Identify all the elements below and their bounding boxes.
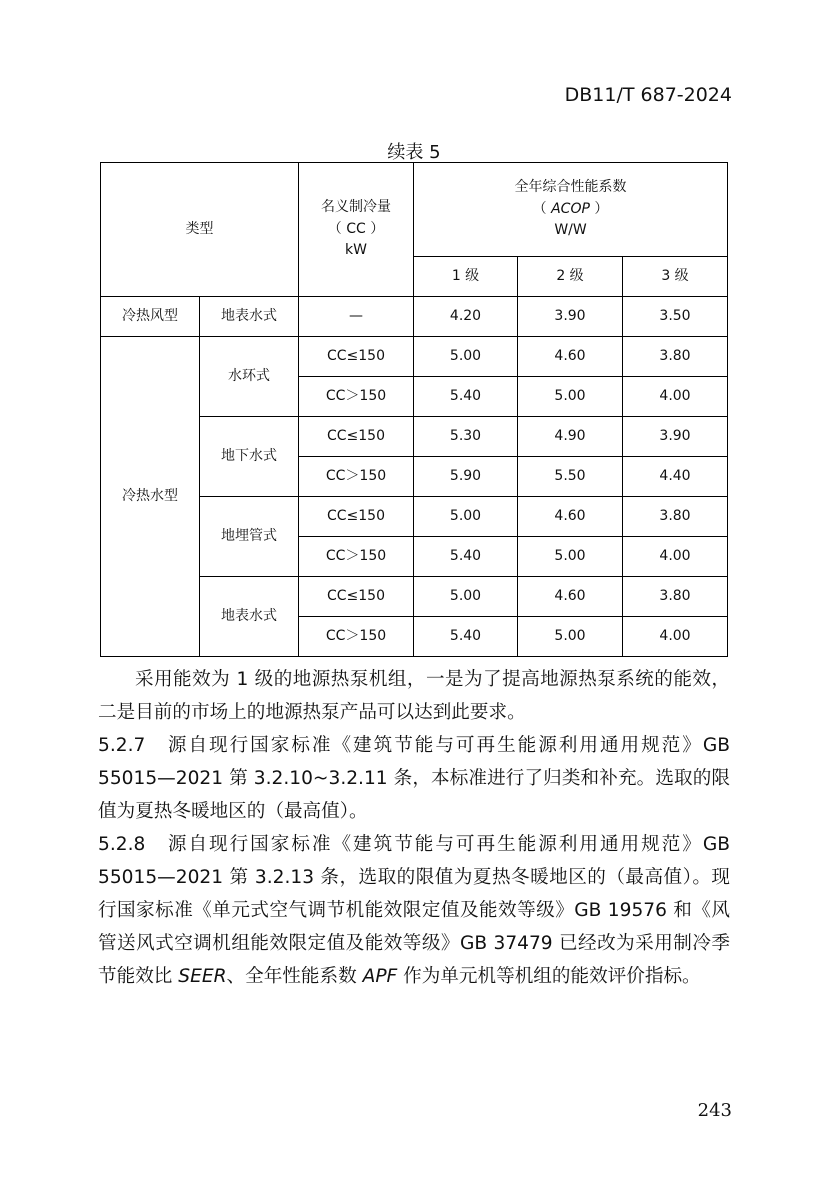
- table-row: CC＞150 5.90 5.50 4.40: [101, 457, 728, 497]
- header-capacity: 名义制冷量 （ CC ） kW: [299, 163, 414, 297]
- header-grade-2: 2 级: [518, 257, 623, 297]
- paragraph-grade-rationale: 采用能效为 1 级的地源热泵机组，一是为了提高地源热泵系统的能效，二是目前的市场上的地源热泵产品可以达到此要求。: [98, 669, 730, 723]
- paragraph-5-2-7: 5.2.7 源自现行国家标准《建筑节能与可再生能源利用通用规范》GB 55015—2021 第 3.2.10~3.2.11 条，本标准进行了归类和补充。选取的限值为夏热冬暖地区的（最高值）。: [98, 735, 730, 822]
- table-row: 冷热风型 地表水式 — 4.20 3.90 3.50: [101, 297, 728, 337]
- header-grade-1: 1 级: [414, 257, 518, 297]
- table-row: CC＞150 5.40 5.00 4.00: [101, 617, 728, 657]
- table-row: 地下水式 CC≤150 5.30 4.90 3.90: [101, 417, 728, 457]
- table-row: 地表水式 CC≤150 5.00 4.60 3.80: [101, 577, 728, 617]
- table-row: CC＞150 5.40 5.00 4.00: [101, 537, 728, 577]
- standard-code: DB11/T 687-2024: [564, 84, 732, 106]
- paragraph-5-2-8: 5.2.8 源自现行国家标准《建筑节能与可再生能源利用通用规范》GB 55015—2021 第 3.2.13 条，选取的限值为夏热冬暖地区的（最高值）。现行国家标准《单元式空气调节机能效限定值及能效等级》GB 19576 和《风管送风式空调机组能效限定值及能效等级》GB 37479 已经改为采用制冷季节能效比 SEER、全年性能系数 APF 作为单元机等机组的能效评价指标。: [98, 834, 730, 987]
- header-acop: 全年综合性能系数 （ ACOP ） W/W: [414, 163, 728, 257]
- table-row: CC＞150 5.40 5.00 4.00: [101, 377, 728, 417]
- table-caption: 续表 5: [387, 142, 441, 163]
- table-row: 冷热水型 水环式 CC≤150 5.00 4.60 3.80: [101, 337, 728, 377]
- seer-term: SEER: [178, 966, 227, 987]
- apf-term: APF: [362, 966, 398, 987]
- table-row: 地埋管式 CC≤150 5.00 4.60 3.80: [101, 497, 728, 537]
- page-number: 243: [697, 1100, 732, 1121]
- acop-table: [100, 162, 728, 657]
- header-grade-3: 3 级: [623, 257, 728, 297]
- header-type: 类型: [101, 163, 299, 297]
